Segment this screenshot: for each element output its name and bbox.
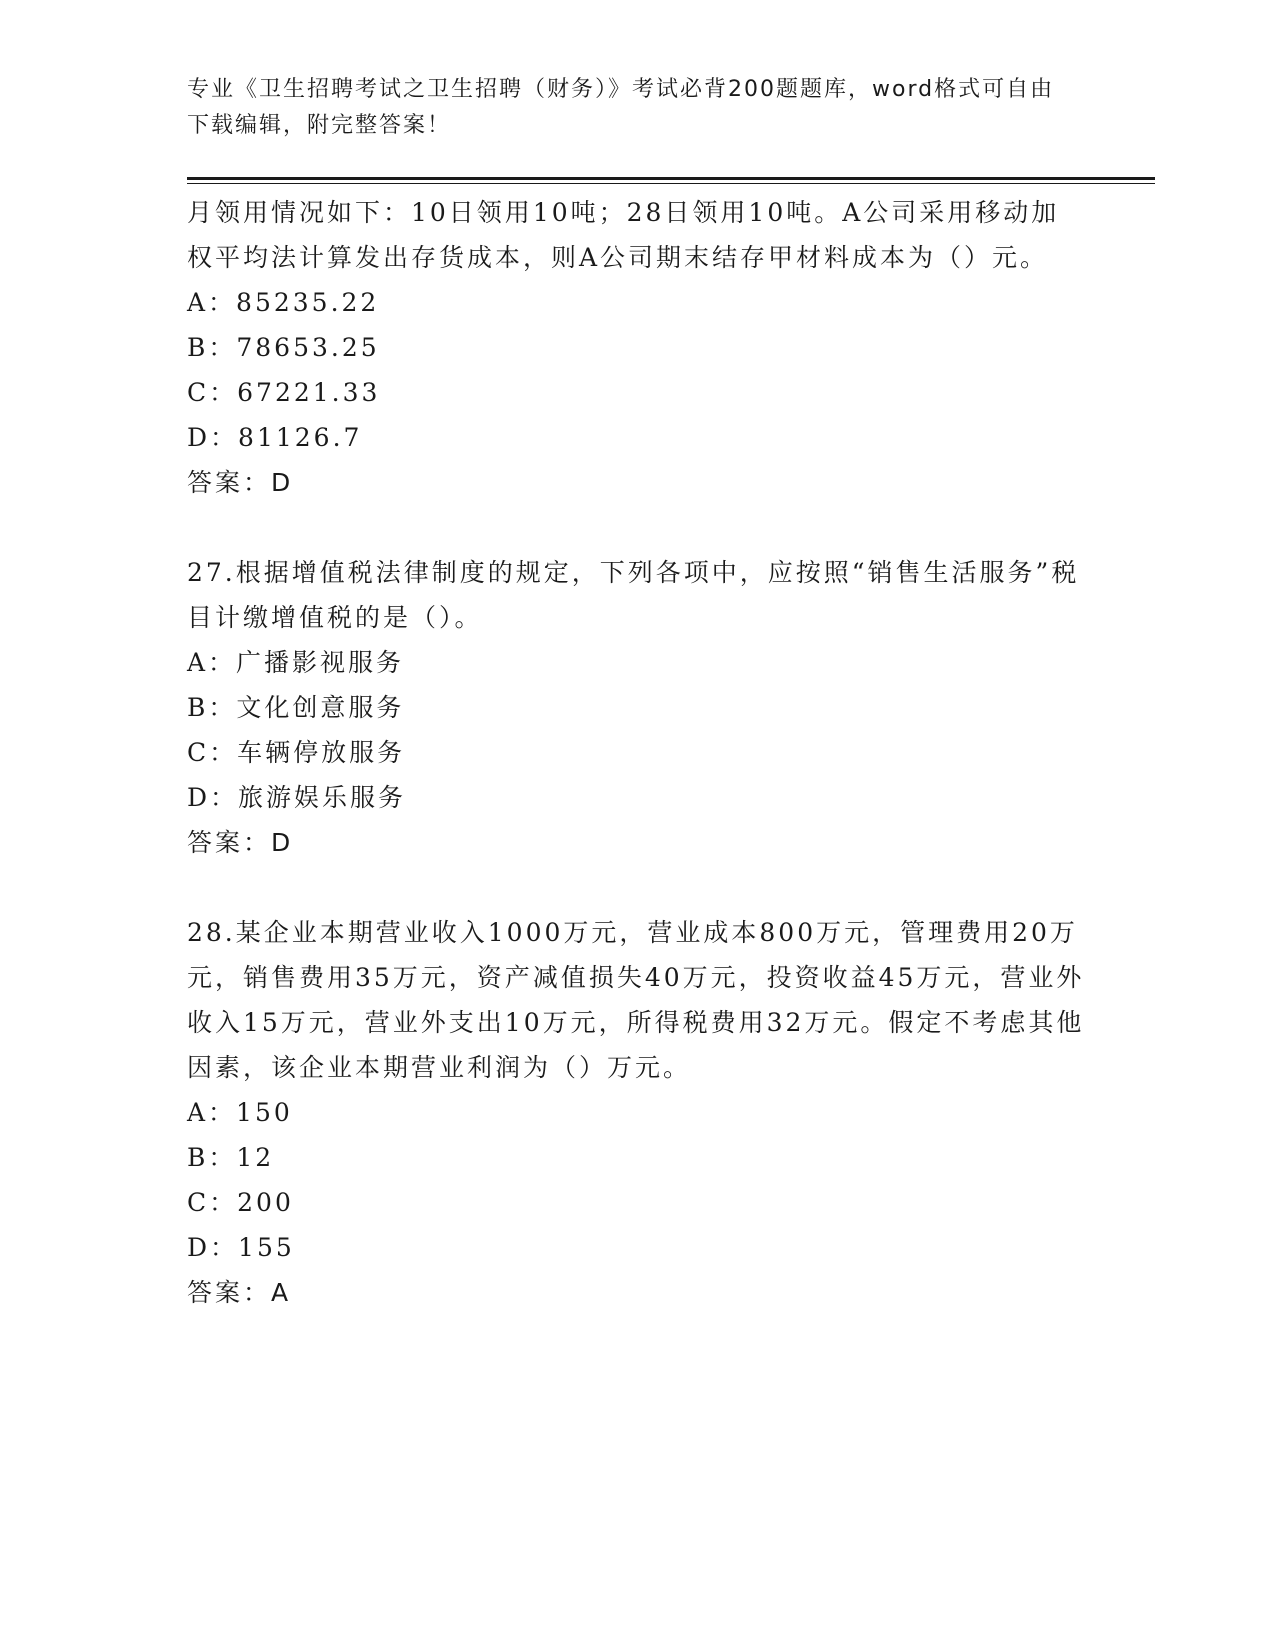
option-b: B：文化创意服务 [187, 693, 405, 722]
header-rule-thick [187, 177, 1155, 180]
option-c: C：200 [187, 1188, 294, 1217]
question-stem: 28.某企业本期营业收入1000万元，营业成本800万元，管理费用20万元，销售费用35万元，资产减值损失40万元，投资收益45万元，营业外收入15万元，营业外支出10万元，所得税费用32万元。假定不考虑其他因素，该企业本期营业利润为（）万元。 [187, 918, 1085, 1082]
option-c: C：67221.33 [187, 378, 381, 407]
header-rule-thin [187, 183, 1155, 184]
option-b: B：12 [187, 1143, 275, 1172]
question-27 [187, 550, 1087, 865]
answer-line: 答案：D [187, 468, 294, 497]
question-stem: 月领用情况如下：10日领用10吨；28日领用10吨。A公司采用移动加权平均法计算发出存货成本，则A公司期末结存甲材料成本为（）元。 [187, 198, 1060, 272]
option-c: C：车辆停放服务 [187, 738, 406, 767]
option-a: A：150 [187, 1098, 293, 1127]
document-header: 专业《卫生招聘考试之卫生招聘（财务）》考试必背200题题库，word格式可自由下载编辑，附完整答案！ [187, 77, 1055, 138]
option-a: A：广播影视服务 [187, 648, 405, 677]
option-a: A：85235.22 [187, 288, 380, 317]
answer-line: 答案：A [187, 1278, 292, 1307]
question-28 [187, 910, 1087, 1315]
question-26-continued [187, 190, 1087, 505]
option-b: B：78653.25 [187, 333, 380, 362]
option-d: D：旅游娱乐服务 [187, 783, 407, 812]
question-list [187, 190, 1087, 1360]
option-d: D：81126.7 [187, 423, 363, 452]
option-d: D：155 [187, 1233, 295, 1262]
question-stem: 27.根据增值税法律制度的规定，下列各项中，应按照“销售生活服务”税目计缴增值税的是（）。 [187, 558, 1080, 632]
answer-line: 答案：D [187, 828, 294, 857]
